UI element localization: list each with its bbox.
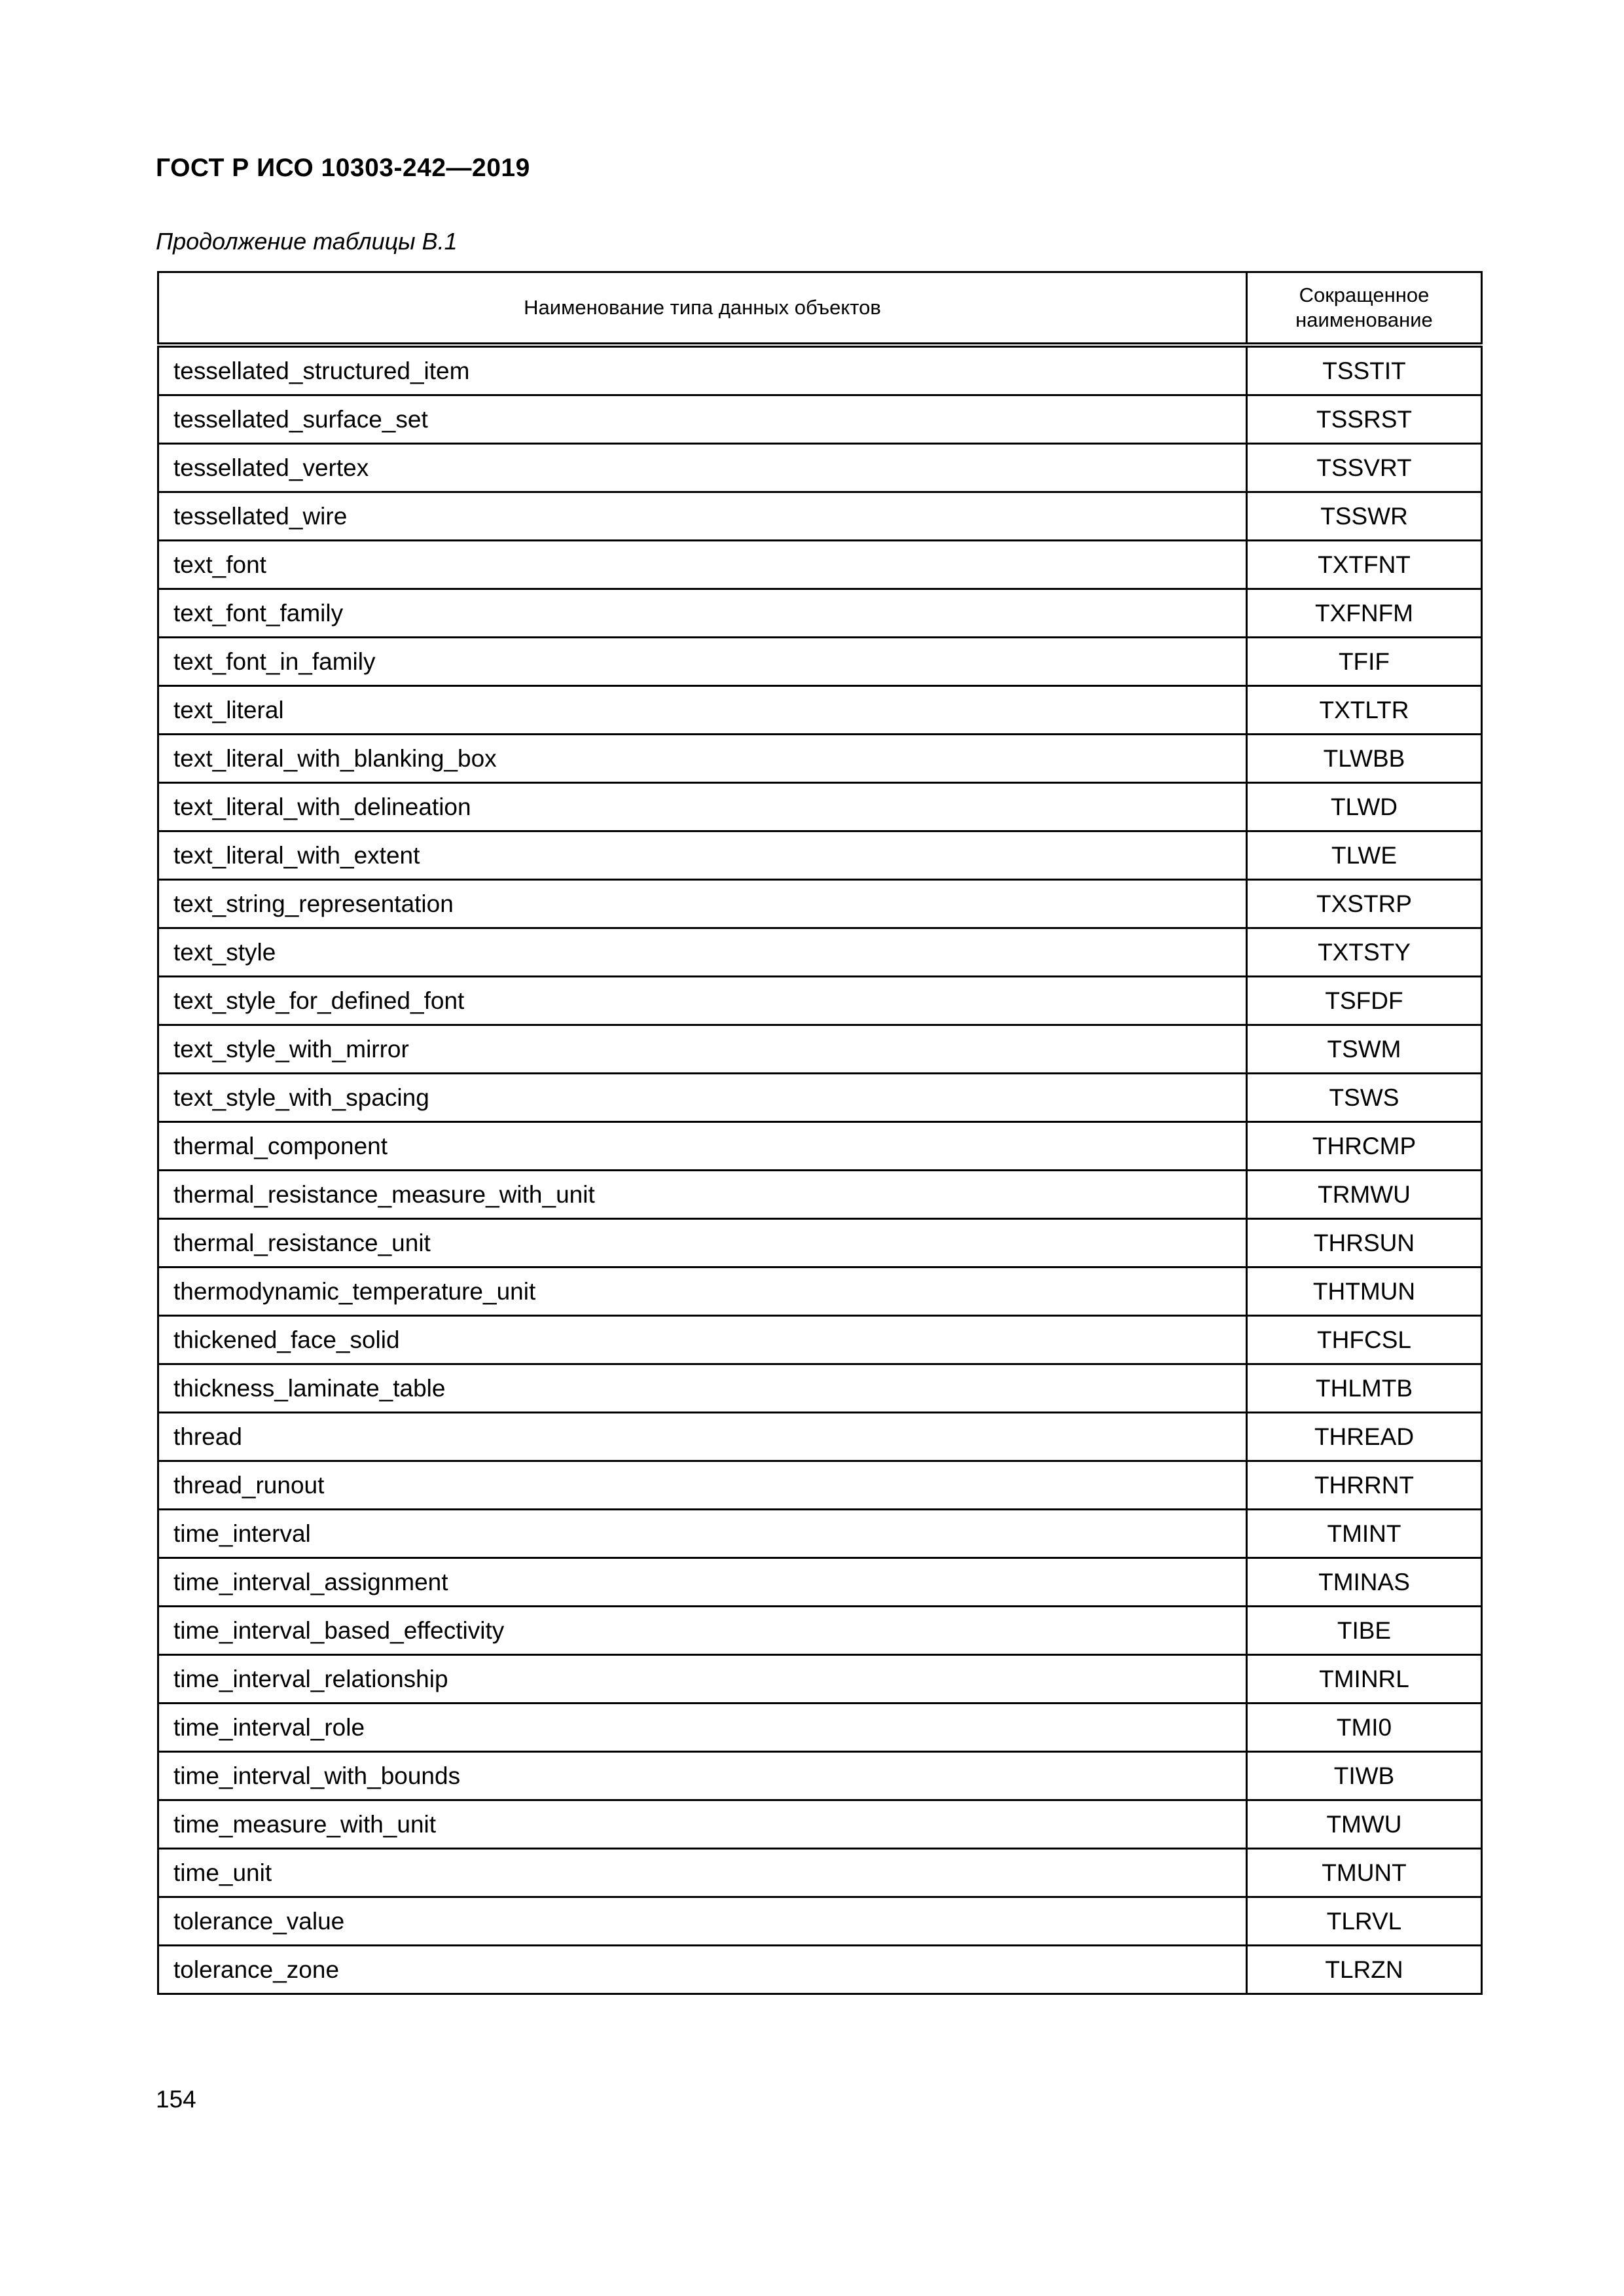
abbreviation-cell: TSFDF [1247,977,1482,1025]
entity-name-cell: text_string_representation [158,880,1247,928]
table-row [158,735,1482,783]
abbreviation-cell: TMINAS [1247,1558,1482,1607]
entity-name-cell: text_literal [158,686,1247,735]
abbreviation-cell: THRRNT [1247,1461,1482,1510]
entity-name-cell: text_literal_with_extent [158,831,1247,880]
table-row [158,928,1482,977]
entity-name-cell: tessellated_wire [158,492,1247,541]
table-row [158,1219,1482,1267]
entity-name-cell: time_interval_assignment [158,1558,1247,1607]
table-row [158,1316,1482,1364]
entity-name-cell: text_style_with_mirror [158,1025,1247,1074]
entity-name-cell: time_interval_role [158,1704,1247,1752]
abbreviation-cell: TXSTRP [1247,880,1482,928]
table-row [158,1607,1482,1655]
entity-name-cell: thread [158,1413,1247,1461]
table-row [158,880,1482,928]
entity-name-cell: time_interval_based_effectivity [158,1607,1247,1655]
abbreviation-cell: TXFNFM [1247,589,1482,638]
entity-name-cell: text_style [158,928,1247,977]
entity-name-cell: text_font [158,541,1247,589]
abbreviation-cell: TLRZN [1247,1946,1482,1994]
entity-name-cell: time_unit [158,1849,1247,1897]
column-header-abbr-line2: наименование [1295,308,1433,331]
entity-name-cell: time_interval_with_bounds [158,1752,1247,1800]
abbreviation-cell: TLWE [1247,831,1482,880]
page-number: 154 [156,2086,196,2113]
table-row [158,831,1482,880]
entity-name-cell: tessellated_structured_item [158,345,1247,395]
table-row [158,1849,1482,1897]
abbreviation-cell: TLWBB [1247,735,1482,783]
entity-name-cell: time_interval_relationship [158,1655,1247,1704]
abbreviation-cell: THRCMP [1247,1122,1482,1171]
table-row [158,686,1482,735]
table-row [158,444,1482,492]
table-row [158,395,1482,444]
table-row [158,1171,1482,1219]
column-header-abbr-line1: Сокращенное [1299,283,1430,306]
abbreviation-cell: THREAD [1247,1413,1482,1461]
entity-name-cell: tessellated_surface_set [158,395,1247,444]
abbreviation-cell: TXTLTR [1247,686,1482,735]
table-header-row [158,272,1482,346]
entity-name-cell: tolerance_zone [158,1946,1247,1994]
abbreviation-cell: TXTSTY [1247,928,1482,977]
entity-name-cell: thermal_resistance_measure_with_unit [158,1171,1247,1219]
entity-name-cell: thermal_component [158,1122,1247,1171]
table-row [158,1267,1482,1316]
table-row [158,783,1482,831]
entity-name-cell: time_interval [158,1510,1247,1558]
abbreviation-cell: TSSWR [1247,492,1482,541]
table-row [158,1655,1482,1704]
table-row [158,1364,1482,1413]
entity-name-cell: text_literal_with_blanking_box [158,735,1247,783]
abbreviation-cell: THLMTB [1247,1364,1482,1413]
table-row [158,1800,1482,1849]
abbreviation-cell: THFCSL [1247,1316,1482,1364]
table-row [158,589,1482,638]
abbreviation-cell: TSWS [1247,1074,1482,1122]
abbreviation-cell: TLRVL [1247,1897,1482,1946]
table-row [158,1946,1482,1994]
table-row [158,1025,1482,1074]
table-caption: Продолжение таблицы В.1 [156,228,458,255]
entity-name-cell: text_style_with_spacing [158,1074,1247,1122]
abbreviation-cell: THTMUN [1247,1267,1482,1316]
table-row [158,541,1482,589]
entity-name-cell: text_literal_with_delineation [158,783,1247,831]
entity-name-cell: text_font_family [158,589,1247,638]
abbreviation-cell: TIBE [1247,1607,1482,1655]
abbreviation-cell: TSSRST [1247,395,1482,444]
table-row [158,1122,1482,1171]
abbreviation-cell: TFIF [1247,638,1482,686]
table-row [158,1413,1482,1461]
table-row [158,638,1482,686]
document-header: ГОСТ Р ИСО 10303-242—2019 [156,154,530,182]
table-row [158,492,1482,541]
abbreviation-cell: TLWD [1247,783,1482,831]
column-header-abbr [1247,272,1482,346]
table-row [158,1897,1482,1946]
entity-name-cell: tessellated_vertex [158,444,1247,492]
entity-name-cell: tolerance_value [158,1897,1247,1946]
entity-name-cell: thread_runout [158,1461,1247,1510]
table-row [158,1704,1482,1752]
entity-name-cell: text_font_in_family [158,638,1247,686]
abbreviation-cell: TSSTIT [1247,345,1482,395]
table-row [158,1074,1482,1122]
entity-abbreviation-table [157,271,1483,1995]
table-body [158,345,1482,1994]
table-row [158,1752,1482,1800]
abbreviation-cell: TMI0 [1247,1704,1482,1752]
entity-name-cell: thermodynamic_temperature_unit [158,1267,1247,1316]
table-row [158,977,1482,1025]
abbreviation-cell: TIWB [1247,1752,1482,1800]
abbreviation-cell: TSWM [1247,1025,1482,1074]
abbreviation-cell: TMUNT [1247,1849,1482,1897]
abbreviation-cell: TMINRL [1247,1655,1482,1704]
abbreviation-cell: TSSVRT [1247,444,1482,492]
abbreviation-cell: THRSUN [1247,1219,1482,1267]
entity-name-cell: text_style_for_defined_font [158,977,1247,1025]
entity-name-cell: thickened_face_solid [158,1316,1247,1364]
entity-name-cell: time_measure_with_unit [158,1800,1247,1849]
table-row [158,1558,1482,1607]
abbreviation-cell: TRMWU [1247,1171,1482,1219]
entity-name-cell: thickness_laminate_table [158,1364,1247,1413]
abbreviation-cell: TMWU [1247,1800,1482,1849]
table-row [158,1461,1482,1510]
abbreviation-cell: TMINT [1247,1510,1482,1558]
entity-name-cell: thermal_resistance_unit [158,1219,1247,1267]
table-row [158,1510,1482,1558]
column-header-name: Наименование типа данных объектов [158,272,1247,346]
table-row [158,345,1482,395]
abbreviation-cell: TXTFNT [1247,541,1482,589]
